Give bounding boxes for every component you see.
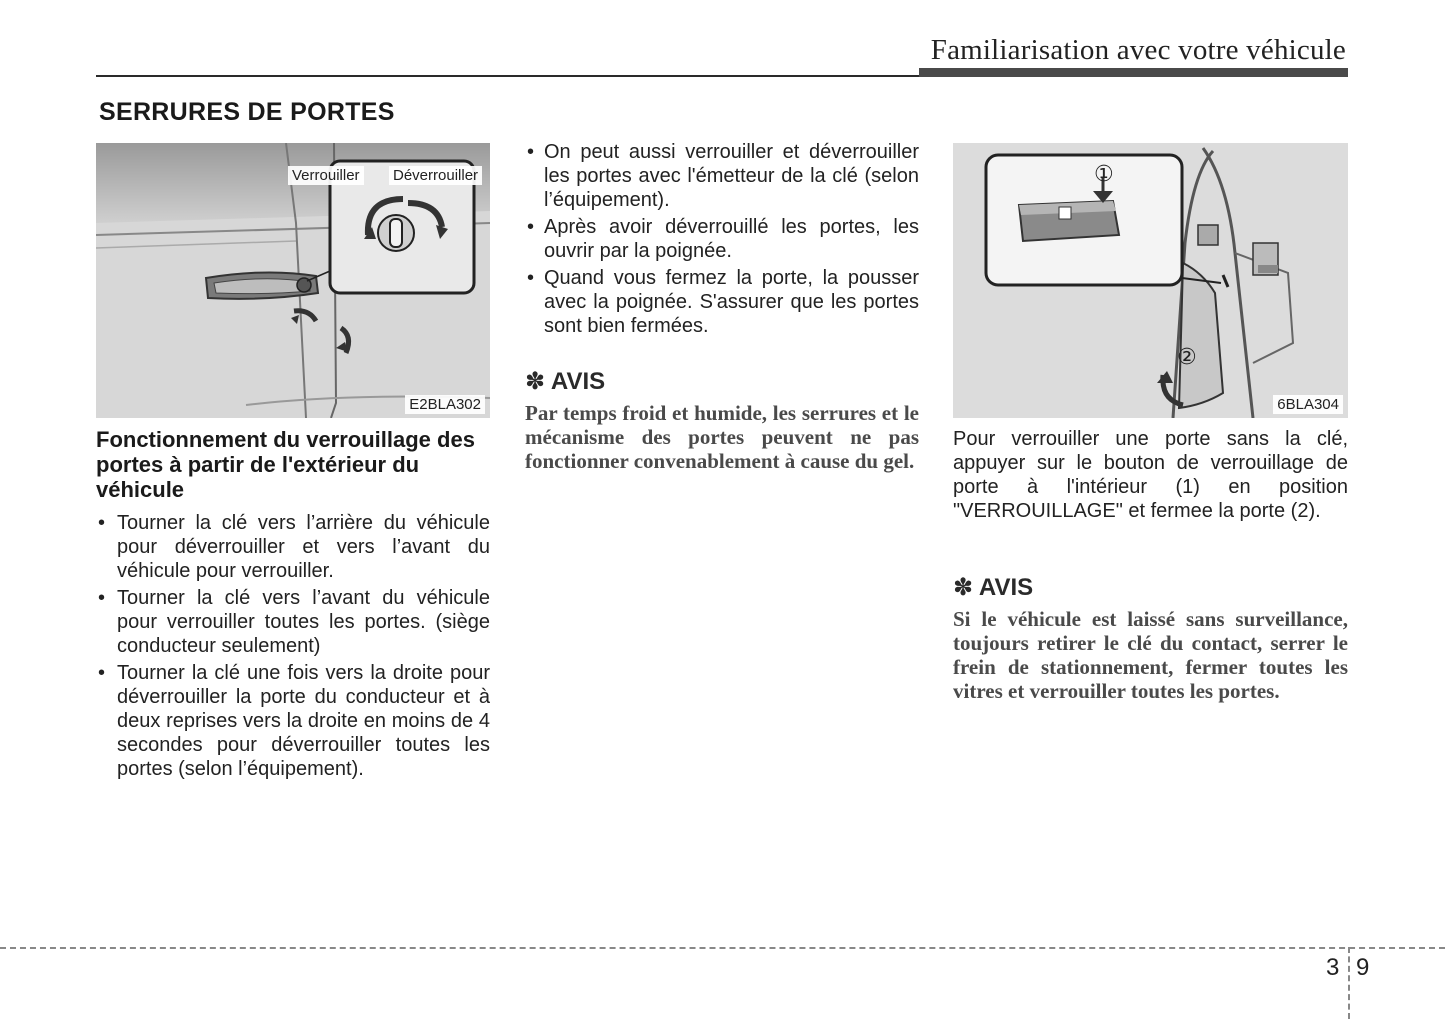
callout-marker-1: ① — [1094, 161, 1114, 186]
notice-text: Si le véhicule est laissé sans surveillance, toujours retirer le clé du contact, serrer le frein de stationnement, fermer toutes les vitres et verrouiller toutes les portes. — [953, 607, 1348, 703]
callout-marker-2: ② — [1177, 344, 1197, 369]
footer-rule — [0, 947, 1445, 949]
list-item: • Après avoir déverrouillé les portes, les ouvrir par la poignée. — [527, 216, 919, 262]
chapter-number: 3 — [1326, 954, 1340, 981]
list-item: • On peut aussi verrouiller et déverrouiller les portes avec l'émetteur de la clé (selon l’équipement). — [527, 141, 919, 211]
notice-heading: ✽ AVIS — [525, 368, 606, 395]
figure-interior-lock-button — [953, 143, 1348, 418]
exterior-lock-steps — [96, 511, 490, 784]
figure-code: 6BLA304 — [1273, 395, 1343, 414]
figure-code: E2BLA302 — [405, 395, 485, 414]
notice-text: Par temps froid et humide, les serrures et le mécanisme des portes peuvent ne pas fonctionner convenablement à cause du gel. — [525, 401, 919, 473]
interior-lock-paragraph: Pour verrouiller une porte sans la clé, appuyer sur le bouton de verrouillage de porte à l'intérieur (1) en position "VERROUILLAGE" et fermee la porte (2). — [953, 428, 1348, 522]
interior-door-illustration — [953, 143, 1348, 418]
subsection-heading: Fonctionnement du verrouillage des portes à partir de l'extérieur du véhicule — [96, 427, 475, 502]
list-item: • Tourner la clé vers l’avant du véhicule pour verrouiller toutes les portes. (siège conducteur seulement) — [98, 587, 490, 657]
section-title: SERRURES DE PORTES — [99, 98, 395, 126]
page-number-divider — [1348, 947, 1350, 1019]
header-rule-accent — [919, 68, 1348, 77]
list-item: • Tourner la clé vers l’arrière du véhicule pour déverrouiller et vers l’avant du véhicule pour verrouiller. — [98, 512, 490, 582]
key-lock-notes — [525, 140, 919, 341]
figure-exterior-door-lock — [96, 143, 490, 418]
running-header-title: Familiarisation avec votre véhicule — [930, 34, 1346, 66]
figure-label-lock: Verrouiller — [288, 166, 364, 185]
notice-heading: ✽ AVIS — [953, 574, 1034, 601]
list-item: • Tourner la clé une fois vers la droite pour déverrouiller la porte du conducteur et à deux reprises vers la droite en moins de 4 secondes pour déverrouiller toutes les portes (selon l’équipement). — [98, 662, 490, 780]
page-number: 9 — [1356, 954, 1370, 981]
header-rule — [96, 75, 919, 77]
list-item: • Quand vous fermez la porte, la pousser avec la poignée. S'assurer que les portes sont bien fermées. — [527, 267, 919, 337]
figure-label-unlock: Déverrouiller — [389, 166, 482, 185]
